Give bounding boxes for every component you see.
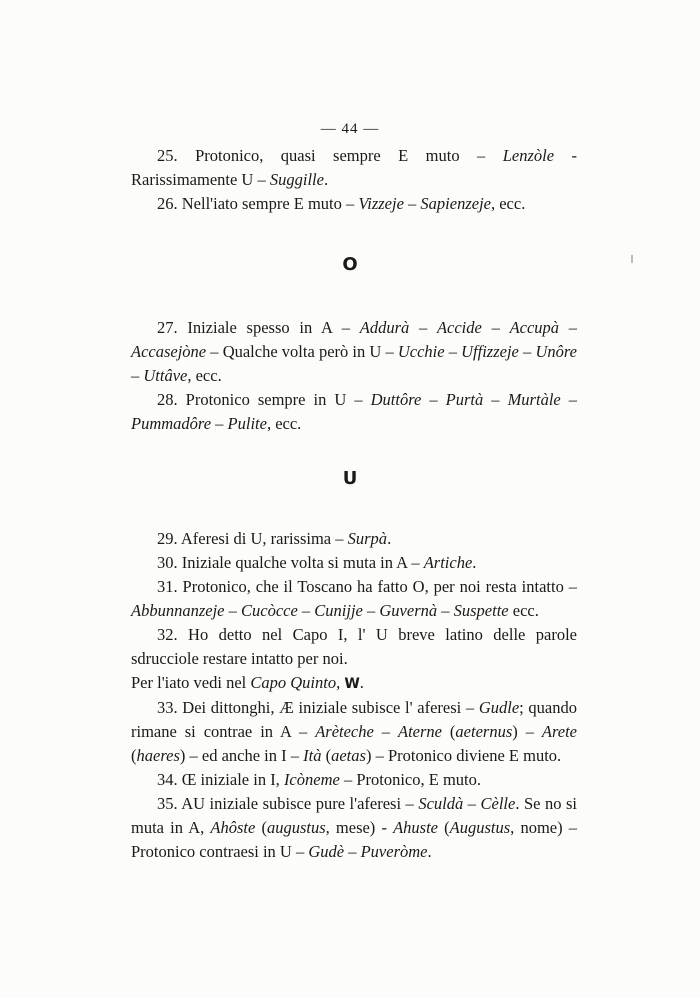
section-e-paragraphs <box>131 144 577 216</box>
paragraph-p28: 28. Protonico sempre in U – Duttôre – Purtà – Murtàle – Pummadôre – Pulite, ecc. <box>131 390 578 433</box>
paragraph-p32: 32. Ho detto nel Capo I, l' U breve latino delle parole sdrucciole restare intatto per noi. <box>131 625 577 668</box>
section-u-paragraphs <box>131 527 577 864</box>
paragraph-p35: 35. AU iniziale subisce pure l'aferesi – Sculdà – Cèlle. Se no si muta in A, Ahôste (augustus, mese) - Ahuste (Augustus, nome) – Protonico contraesi in U – Gudè – Puveròme. <box>131 794 577 861</box>
paragraph-p29: 29. Aferesi di U, rarissima – Surpà. <box>157 529 392 548</box>
page-number: — 44 — <box>320 121 380 137</box>
section-o-paragraphs <box>131 316 577 436</box>
scan-mark <box>631 255 633 263</box>
paragraph-p32b: Per l'iato vedi nel Capo Quinto, W. <box>131 673 364 692</box>
paragraph-p33: 33. Dei dittonghi, Æ iniziale subisce l' aferesi – Gudle; quando rimane si contrae in A – Arèteche – Aterne (aeternus) – Arete (haeres) – ed anche in I – Ità (aetas) – Protonico diviene E muto. <box>131 698 578 765</box>
paragraph-p25: 25. Protonico, quasi sempre E muto – Lenzòle - Rarissimamente U – Suggille. <box>131 146 577 189</box>
section-heading-o: O <box>342 254 358 275</box>
paragraph-p27: 27. Iniziale spesso in A – Addurà – Accide – Accupà – Accasejòne – Qualche volta però in U – Ucchie – Uffizzeje – Unôre – Uttâve, ecc. <box>131 318 578 385</box>
paragraph-p34: 34. Œ iniziale in I, Icòneme – Protonico, E muto. <box>157 770 481 789</box>
section-heading-u: U <box>342 468 358 489</box>
paragraph-p30: 30. Iniziale qualche volta si muta in A – Artiche. <box>157 553 477 572</box>
paragraph-p31: 31. Protonico, che il Toscano ha fatto O, per noi resta intatto – Abbunnanzeje – Cucòcce – Cunijje – Guvernà – Suspette ecc. <box>131 577 577 620</box>
paragraph-p26: 26. Nell'iato sempre E muto – Vizzeje – Sapienzeje, ecc. <box>157 194 526 213</box>
